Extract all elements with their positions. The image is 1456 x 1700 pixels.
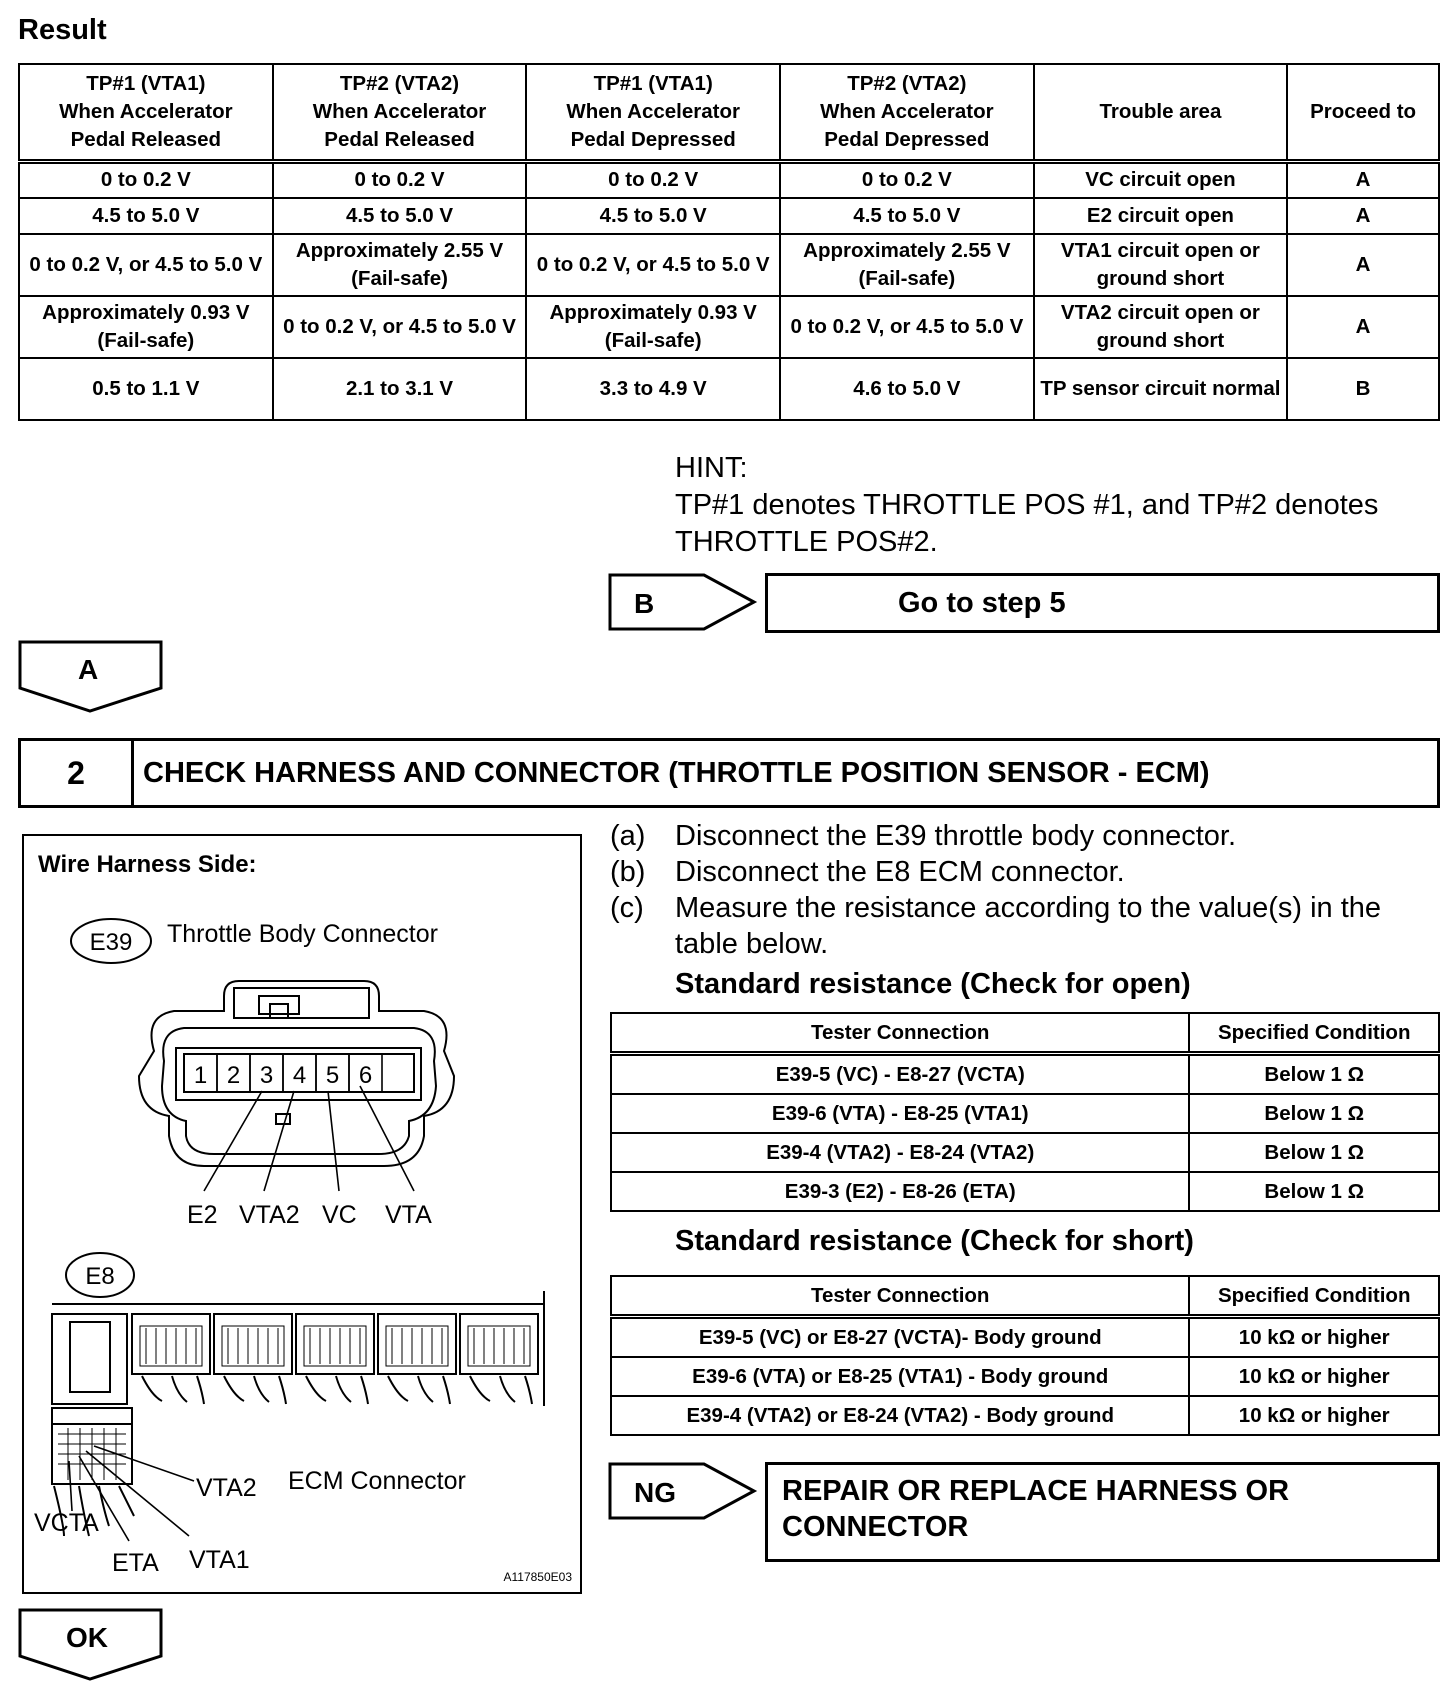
short-check-cell: 10 kΩ or higher — [1189, 1317, 1439, 1358]
short-check-cell: 10 kΩ or higher — [1189, 1396, 1439, 1435]
e39-leader-lines — [204, 1086, 414, 1191]
result-cell: A — [1287, 162, 1439, 198]
table-row — [611, 1172, 1439, 1211]
branch-b-arrow — [608, 573, 758, 631]
result-cell: 4.5 to 5.0 V — [273, 198, 527, 234]
table-row — [611, 1317, 1439, 1358]
result-cell: A — [1287, 234, 1439, 296]
branch-ng-label: NG — [634, 1477, 676, 1508]
wire-harness-diagram — [22, 834, 582, 1594]
e39-pin-row — [184, 1054, 382, 1092]
e39-tag: E39 — [89, 929, 133, 956]
branch-ok-label: OK — [66, 1622, 108, 1653]
table-row — [19, 198, 1439, 234]
open-check-header-connection: Tester Connection — [611, 1013, 1189, 1054]
result-cell: 0 to 0.2 V, or 4.5 to 5.0 V — [526, 234, 780, 296]
open-check-cell: Below 1 Ω — [1189, 1172, 1439, 1211]
open-check-cell: Below 1 Ω — [1189, 1094, 1439, 1133]
table-row — [19, 296, 1439, 358]
hint-label: HINT: — [675, 452, 748, 484]
pin-number: 5 — [325, 1062, 340, 1089]
table-row — [19, 162, 1439, 198]
repair-harness-box[interactable] — [765, 1462, 1440, 1562]
result-cell: VTA1 circuit open or ground short — [1034, 234, 1287, 296]
result-cell: 4.5 to 5.0 V — [780, 198, 1034, 234]
go-to-step-5-box[interactable] — [765, 573, 1440, 633]
result-cell: 0.5 to 1.1 V — [19, 358, 273, 420]
open-check-cell: E39-3 (E2) - E8-26 (ETA) — [611, 1172, 1189, 1211]
open-check-cell: Below 1 Ω — [1189, 1054, 1439, 1095]
e39-connector-name: Throttle Body Connector — [167, 920, 438, 948]
short-check-cell: E39-5 (VC) or E8-27 (VCTA)- Body ground — [611, 1317, 1189, 1358]
branch-ng-action: REPAIR OR REPLACE HARNESS OR CONNECTOR — [782, 1475, 1290, 1543]
pin-label-vta2: VTA2 — [239, 1201, 300, 1229]
pin-number: 1 — [193, 1062, 208, 1089]
instruction-c — [610, 890, 1440, 962]
short-check-header-condition: Specified Condition — [1189, 1276, 1439, 1317]
pin-number: 4 — [292, 1062, 307, 1089]
result-cell: VC circuit open — [1034, 162, 1287, 198]
ecm-label-vta1: VTA1 — [189, 1546, 250, 1574]
branch-b-label: B — [634, 588, 655, 619]
result-cell: 4.5 to 5.0 V — [526, 198, 780, 234]
result-cell: 0 to 0.2 V — [780, 162, 1034, 198]
result-cell: Approximately 2.55 V (Fail-safe) — [273, 234, 527, 296]
result-cell: Approximately 0.93 V (Fail-safe) — [19, 296, 273, 358]
open-check-title: Standard resistance (Check for open) — [675, 968, 1191, 1000]
table-row — [611, 1133, 1439, 1172]
result-cell: 0 to 0.2 V — [19, 162, 273, 198]
e8-tag: E8 — [85, 1263, 115, 1290]
pin-number: 3 — [259, 1062, 274, 1089]
ecm-connector-name: ECM Connector — [288, 1467, 466, 1495]
table-row — [611, 1357, 1439, 1396]
result-header-5: Proceed to — [1287, 64, 1439, 162]
branch-ng-arrow — [608, 1462, 758, 1520]
result-cell: 0 to 0.2 V, or 4.5 to 5.0 V — [273, 296, 527, 358]
result-cell: 3.3 to 4.9 V — [526, 358, 780, 420]
result-cell: A — [1287, 198, 1439, 234]
pin-number: 2 — [226, 1062, 241, 1089]
open-check-cell: E39-5 (VC) - E8-27 (VCTA) — [611, 1054, 1189, 1095]
result-cell: 2.1 to 3.1 V — [273, 358, 527, 420]
hint-text: TP#1 denotes THROTTLE POS #1, and TP#2 denotes THROTTLE POS#2. — [675, 489, 1379, 558]
pin-number: 6 — [358, 1062, 373, 1089]
step-2-header — [18, 738, 1440, 808]
result-header-4: Trouble area — [1034, 64, 1287, 162]
result-title: Result — [18, 14, 107, 46]
branch-b-action: Go to step 5 — [898, 586, 1066, 619]
result-table — [18, 63, 1440, 421]
result-cell: E2 circuit open — [1034, 198, 1287, 234]
result-cell: 4.5 to 5.0 V — [19, 198, 273, 234]
instruction-b-label: (b) — [610, 856, 646, 888]
result-cell: TP sensor circuit normal — [1034, 358, 1287, 420]
ecm-connector-drawing — [52, 1291, 544, 1536]
connector-diagram-svg — [24, 836, 580, 1592]
short-check-cell: 10 kΩ or higher — [1189, 1357, 1439, 1396]
table-row — [19, 358, 1439, 420]
branch-a-arrow — [18, 640, 164, 714]
instruction-c-text: Measure the resistance according to the value(s) in the table below. — [675, 892, 1382, 960]
open-check-header-condition: Specified Condition — [1189, 1013, 1439, 1054]
result-cell: 0 to 0.2 V, or 4.5 to 5.0 V — [780, 296, 1034, 358]
result-header-2: TP#1 (VTA1) When Accelerator Pedal Depressed — [526, 64, 780, 162]
result-cell: VTA2 circuit open or ground short — [1034, 296, 1287, 358]
pin-label-vta: VTA — [385, 1201, 432, 1229]
result-header-0: TP#1 (VTA1) When Accelerator Pedal Released — [19, 64, 273, 162]
ecm-label-vta2: VTA2 — [196, 1474, 257, 1502]
result-header-1: TP#2 (VTA2) When Accelerator Pedal Released — [273, 64, 527, 162]
short-check-cell: E39-4 (VTA2) or E8-24 (VTA2) - Body ground — [611, 1396, 1189, 1435]
result-header-3: TP#2 (VTA2) When Accelerator Pedal Depressed — [780, 64, 1034, 162]
short-check-title: Standard resistance (Check for short) — [675, 1225, 1194, 1257]
short-check-table — [610, 1275, 1440, 1436]
instruction-a-text: Disconnect the E39 throttle body connector. — [675, 820, 1237, 852]
pin-label-e2: E2 — [187, 1201, 218, 1229]
open-check-table — [610, 1012, 1440, 1212]
table-row — [611, 1094, 1439, 1133]
wire-harness-side-label: Wire Harness Side: — [38, 851, 257, 878]
open-check-cell: E39-4 (VTA2) - E8-24 (VTA2) — [611, 1133, 1189, 1172]
step-title: CHECK HARNESS AND CONNECTOR (THROTTLE POSITION SENSOR - ECM) — [143, 756, 1210, 789]
result-cell: Approximately 2.55 V (Fail-safe) — [780, 234, 1034, 296]
open-check-cell: Below 1 Ω — [1189, 1133, 1439, 1172]
short-check-cell: E39-6 (VTA) or E8-25 (VTA1) - Body ground — [611, 1357, 1189, 1396]
hint — [675, 450, 1435, 561]
table-row — [19, 234, 1439, 296]
instruction-c-label: (c) — [610, 892, 644, 924]
instruction-b-text: Disconnect the E8 ECM connector. — [675, 856, 1125, 888]
branch-ok-arrow — [18, 1608, 164, 1682]
result-cell: 0 to 0.2 V — [273, 162, 527, 198]
instructions — [610, 818, 1440, 1002]
result-cell: 0 to 0.2 V — [526, 162, 780, 198]
result-cell: 0 to 0.2 V, or 4.5 to 5.0 V — [19, 234, 273, 296]
result-cell: A — [1287, 296, 1439, 358]
pin-label-vc: VC — [322, 1201, 357, 1229]
branch-a-label: A — [78, 654, 99, 685]
step-number: 2 — [21, 741, 134, 805]
open-check-cell: E39-6 (VTA) - E8-25 (VTA1) — [611, 1094, 1189, 1133]
result-cell: 4.6 to 5.0 V — [780, 358, 1034, 420]
instruction-a — [610, 818, 1440, 854]
instruction-b — [610, 854, 1440, 890]
result-cell: B — [1287, 358, 1439, 420]
result-cell: Approximately 0.93 V (Fail-safe) — [526, 296, 780, 358]
table-row — [611, 1396, 1439, 1435]
figure-id: A117850E03 — [503, 1570, 572, 1584]
table-row — [611, 1054, 1439, 1095]
instruction-a-label: (a) — [610, 820, 646, 852]
ecm-label-eta: ETA — [112, 1549, 159, 1577]
short-check-header-connection: Tester Connection — [611, 1276, 1189, 1317]
ecm-label-vcta: VCTA — [34, 1509, 99, 1537]
